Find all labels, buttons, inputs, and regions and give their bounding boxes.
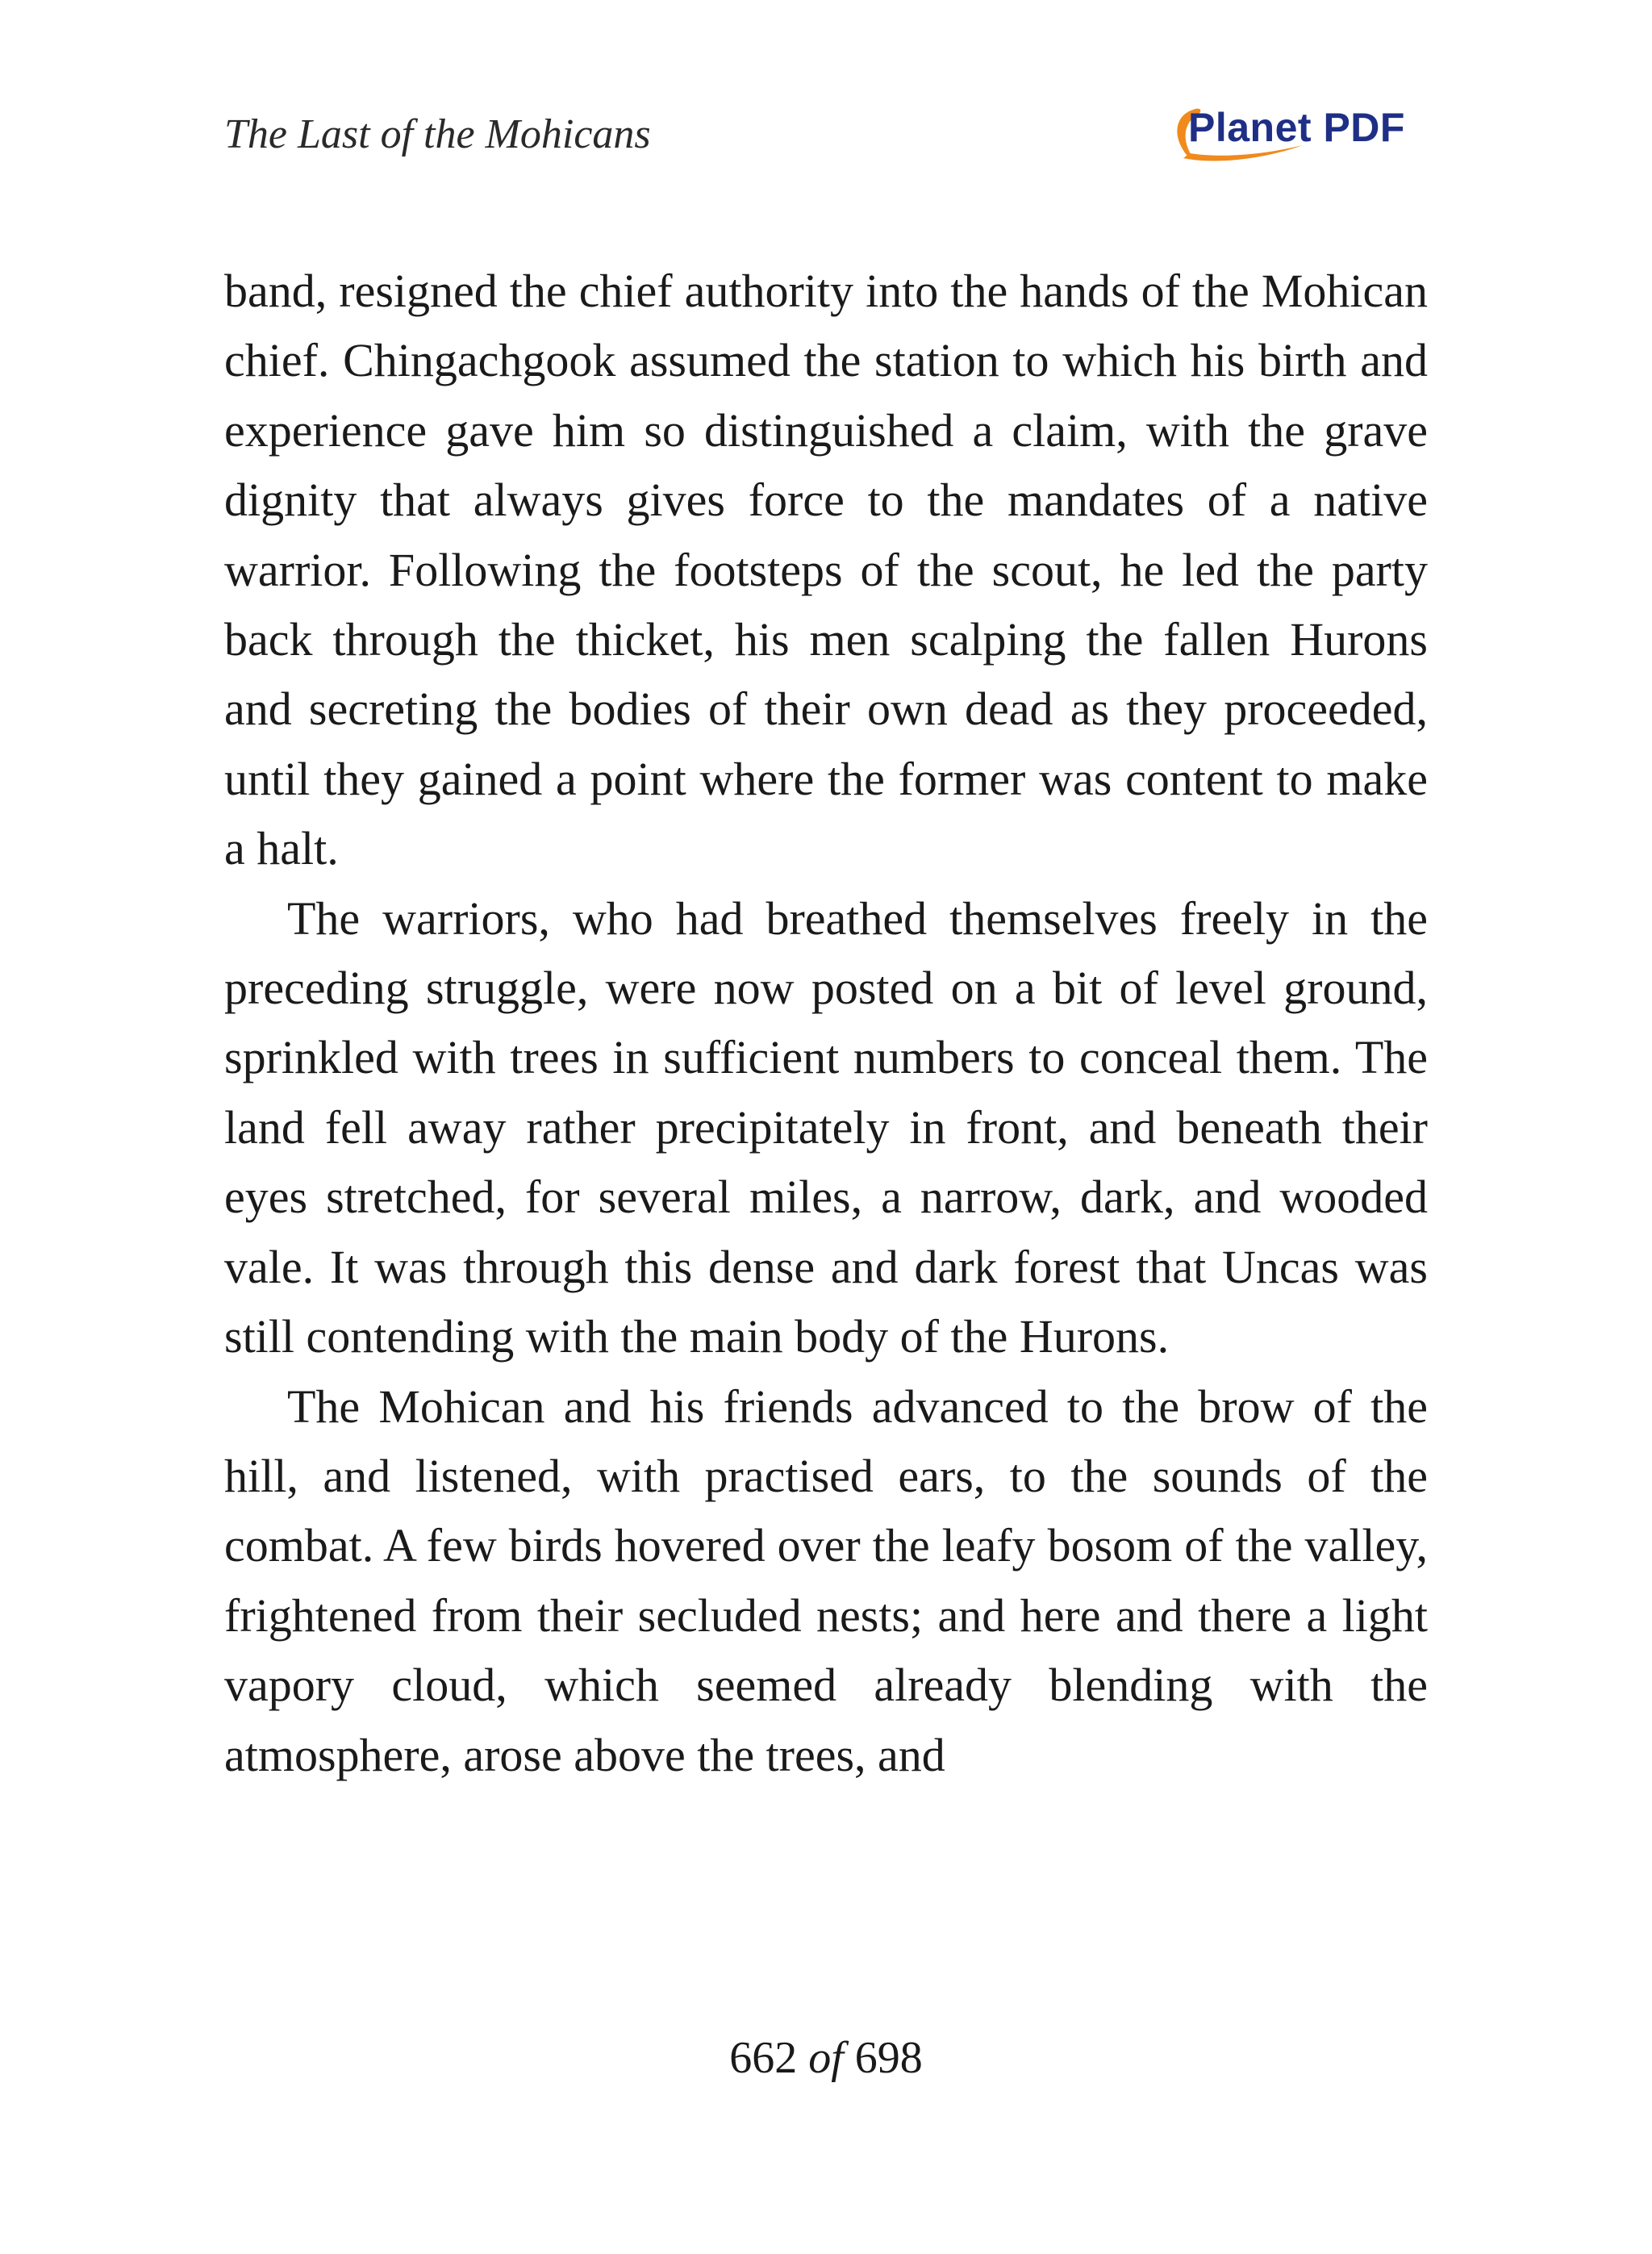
page-number [0, 2030, 1652, 2086]
running-header-title: The Last of the Mohicans [224, 111, 651, 157]
page-of-word: of [808, 2033, 844, 2083]
body-text [224, 257, 1428, 1790]
total-page-count: 698 [854, 2033, 923, 2083]
paragraph: The Mohican and his friends advanced to the brow of the hill, and listened, with practised ears, to the sounds of the combat. A few birds hovered over the leafy bosom of the valley, frightened from their secluded nests; and here and there a light vapory cloud, which seemed already blending with the atmosphere, arose above the trees, and [224, 1380, 1428, 1781]
planet-pdf-logo [1166, 95, 1432, 176]
current-page-number: 662 [729, 2033, 798, 2083]
paragraph: The warriors, who had breathed themselves freely in the preceding struggle, were now posted on a bit of level ground, sprinkled with trees in sufficient numbers to conceal them. The land fell away rather precipitately in front, and beneath their eyes stretched, for several miles, a narrow, dark, and wooded vale. It was through this dense and dark forest that Uncas was still contending with the main body of the Hurons. [224, 891, 1428, 1363]
paragraph: band, resigned the chief authority into the hands of the Mohican chief. Chingachgook assumed the station to which his birth and experience gave him so distinguished a claim, with the grave dignity that always gives force to the mandates of a native warrior. Following the footsteps of the scout, he led the party back through the thicket, his men scalping the fallen Hurons and secreting the bodies of their own dead as they proceeded, until they gained a point where the former was content to make a halt. [224, 265, 1428, 875]
logo-wordmark: Planet PDF [1188, 105, 1405, 150]
